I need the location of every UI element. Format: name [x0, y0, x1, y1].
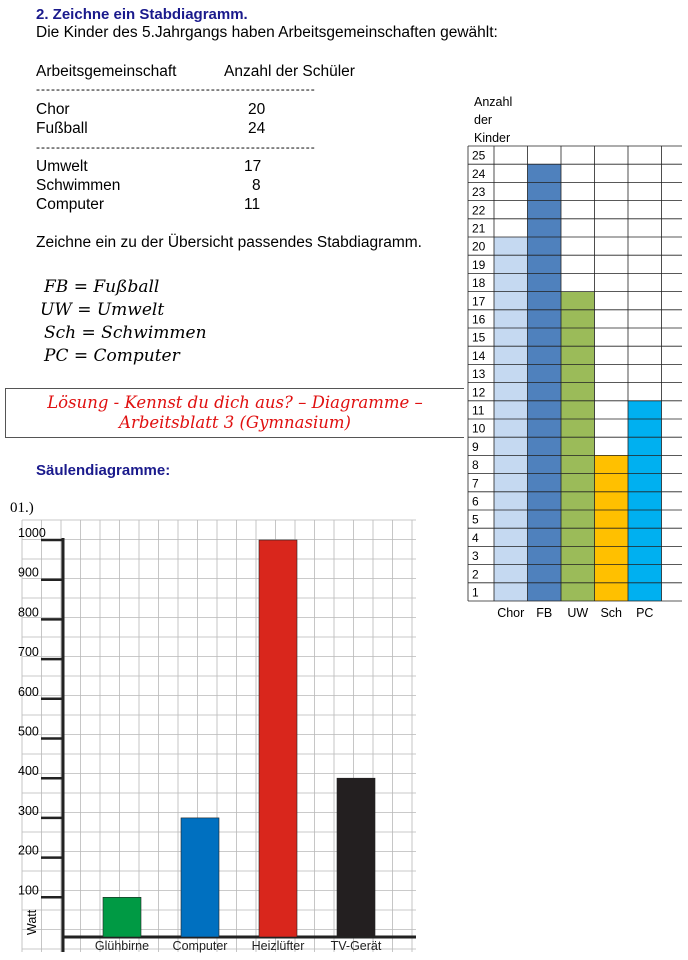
exercise-number: 01.) [10, 500, 34, 516]
y-tick-label: 18 [472, 276, 486, 291]
y-tick-label: 9 [472, 439, 479, 454]
table-header-activity: Arbeitsgemeinschaft [36, 63, 177, 80]
bar-4 [337, 778, 375, 937]
y-tick-label: 5 [472, 512, 479, 527]
table-row [36, 101, 366, 121]
y-tick-label: 700 [18, 645, 39, 660]
y-tick-label: 100 [18, 883, 39, 898]
y-tick-label: 7 [472, 476, 479, 491]
stick-diagram-chart [466, 90, 682, 630]
y-tick-label: 23 [472, 185, 486, 200]
y-tick-label: 17 [472, 294, 486, 309]
y-tick-label: 19 [472, 257, 486, 272]
table-cell-count: 20 [248, 101, 266, 118]
table-header [36, 63, 366, 83]
y-tick-label: 20 [472, 239, 486, 254]
x-tick-label: Glühbirne [94, 939, 150, 953]
y-tick-label: 600 [18, 684, 39, 699]
table-cell-count: 17 [244, 158, 262, 175]
y-tick-label: 500 [18, 724, 39, 739]
table-cell-count: 24 [248, 120, 266, 137]
y-tick-label: 800 [18, 605, 39, 620]
table-cell-count: 11 [244, 196, 261, 213]
x-tick-label: TV-Gerät [330, 939, 382, 953]
y-tick-label: 16 [472, 312, 486, 327]
abbreviation: FB = Fußball [44, 277, 160, 297]
solution-title-line1: Lösung - Kennst du dich aus? – Diagramme – [47, 393, 423, 412]
y-tick-label: 25 [472, 148, 486, 163]
y-tick-label: 15 [472, 330, 486, 345]
y-tick-label: 2 [472, 567, 479, 582]
y-tick-label: 12 [472, 385, 486, 400]
y-tick-label: 3 [472, 549, 479, 564]
y-tick-label: 200 [18, 843, 39, 858]
x-tick-label: Sch [600, 606, 623, 620]
y-tick-label: 400 [18, 764, 39, 779]
table-cell-activity: Umwelt [36, 158, 88, 175]
table-row [36, 177, 366, 197]
y-tick-label: 10 [472, 421, 486, 436]
y-tick-label: 1000 [18, 526, 46, 540]
y-tick-label: 900 [18, 565, 39, 580]
y-axis-label: Kinder [474, 131, 511, 145]
table-cell-activity: Fußball [36, 120, 88, 137]
table-cell-activity: Schwimmen [36, 177, 121, 194]
bar-pc [628, 401, 662, 601]
table-separator: -------------------------------------------------------- [36, 140, 316, 154]
table-row [36, 158, 366, 178]
y-tick-label: 4 [472, 530, 479, 545]
abbreviation: Sch = Schwimmen [44, 323, 207, 343]
x-tick-label: Chor [497, 606, 525, 620]
y-tick-label: 300 [18, 803, 39, 818]
task-instruction: Zeichne ein zu der Übersicht passendes Stabdiagramm. [36, 234, 422, 251]
y-tick-label: 13 [472, 367, 486, 382]
table-row [36, 196, 366, 216]
y-tick-label: 14 [472, 348, 486, 363]
solution-title [6, 393, 464, 433]
task-intro: Die Kinder des 5.Jahrgangs haben Arbeitsgemeinschaften gewählt: [36, 24, 498, 41]
table-cell-count: 8 [252, 177, 261, 194]
y-tick-label: 1 [472, 585, 479, 600]
x-tick-label: FB [536, 606, 553, 620]
x-tick-label: Heizlüfter [251, 939, 305, 953]
y-tick-label: 6 [472, 494, 479, 509]
y-tick-label: 11 [472, 403, 485, 418]
y-axis-label: Watt [25, 909, 39, 935]
bar-1 [103, 897, 141, 937]
bar-3 [259, 540, 297, 937]
task-title: 2. Zeichne ein Stabdiagramm. [36, 6, 248, 23]
x-tick-label: PC [636, 606, 654, 620]
y-tick-label: 21 [472, 221, 486, 236]
y-tick-label: 24 [472, 166, 486, 181]
solution-title-line2: Arbeitsblatt 3 (Gymnasium) [119, 413, 351, 432]
y-axis-label: der [474, 113, 493, 127]
bar-uw [561, 292, 595, 601]
bar-2 [181, 818, 219, 937]
table-header-count: Anzahl der Schüler [224, 63, 355, 80]
abbreviation: PC = Computer [44, 346, 180, 366]
solution-box [5, 388, 464, 438]
y-axis-label: Anzahl [474, 95, 513, 109]
table-cell-activity: Chor [36, 101, 70, 118]
x-tick-label: UW [567, 606, 589, 620]
column-chart [0, 512, 424, 960]
section-heading: Säulendiagramme: [36, 462, 171, 479]
abbreviation: UW = Umwelt [40, 300, 165, 320]
x-tick-label: Computer [172, 939, 228, 953]
table-cell-activity: Computer [36, 196, 105, 213]
table-row [36, 120, 366, 140]
y-tick-label: 8 [472, 458, 479, 473]
y-tick-label: 22 [472, 203, 486, 218]
table-separator: -------------------------------------------------------- [36, 82, 316, 96]
